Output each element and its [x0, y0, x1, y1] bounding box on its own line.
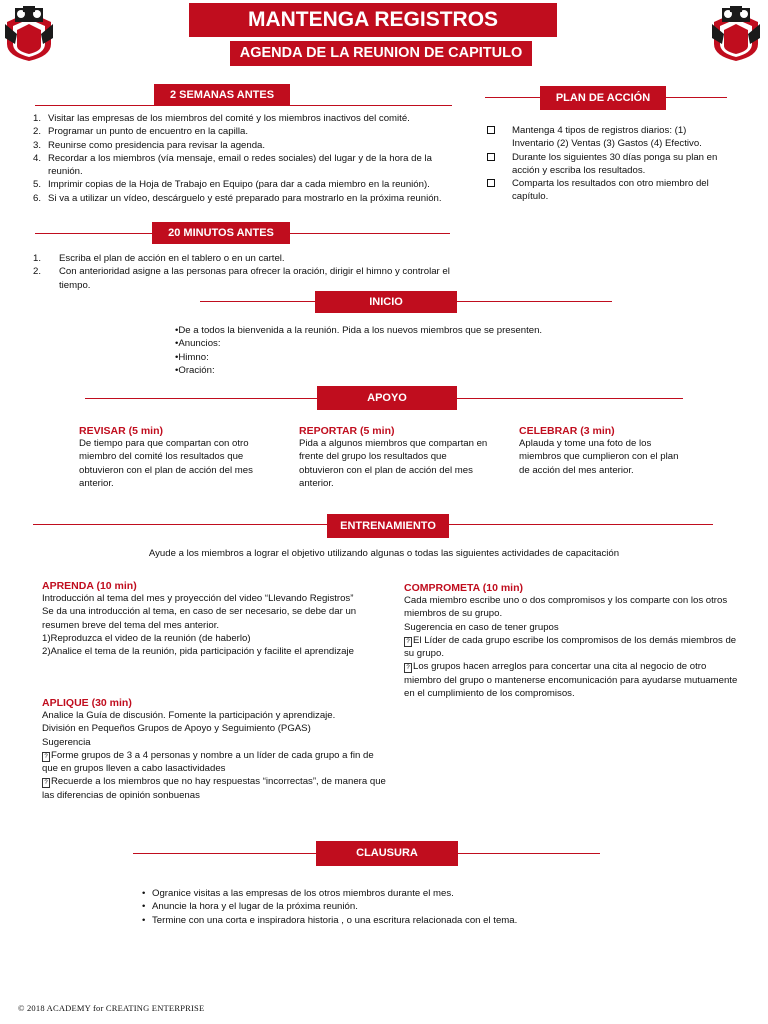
list-item: 4. Recordar a los miembros (vía mensaje, email o redes sociales) del lugar y de la hora de la reunión. — [33, 152, 432, 178]
list-item: •Anuncios: — [175, 338, 221, 350]
section-body: Aplauda y tome una foto de los miembros que cumplieron con el plan de acción del mes anterior. — [519, 438, 679, 476]
two-weeks-list — [33, 112, 453, 205]
section-heading: REVISAR (5 min) — [79, 425, 164, 437]
section-heading: COMPROMETA (10 min) — [404, 582, 524, 594]
inicio-list — [175, 324, 615, 377]
list-item: 2. Con anterioridad asigne a las personas para ofrecer la oración, dirigir el himno y controlar el tiempo. — [33, 266, 450, 291]
missing-glyph-icon: ? — [404, 637, 412, 647]
list-item: •Oración: — [175, 364, 215, 376]
list-item: • Ogranice visitas a las empresas de los otros miembros durante el mes. — [142, 888, 454, 899]
apoyo-column-revisar — [79, 425, 279, 490]
section-label-two-weeks: 2 SEMANAS ANTES — [154, 84, 290, 106]
footer-copyright: © 2018 ACADEMY for CREATING ENTERPRISE — [18, 1003, 205, 1013]
list-item: Durante los siguientes 30 días ponga su plan en acción y escriba los resultados. — [487, 151, 719, 178]
clausura-list — [142, 887, 622, 927]
list-item: 5. Imprimir copias de la Hoja de Trabajo en Equipo (para dar a cada miembro en la reunión). — [33, 179, 430, 191]
page-title: MANTENGA REGISTROS — [189, 3, 557, 37]
list-item: Comparta los resultados con otro miembro del capítulo. — [487, 177, 719, 204]
list-item: ? Forme grupos de 3 a 4 personas y nombre a un líder de cada grupo a fin de que en grupos lleven a cabo lasactividades — [42, 749, 374, 775]
section-body: De tiempo para que compartan con otro miembro del comité los resultados que obtuvieron con el plan de acción del mes anterior. — [79, 438, 253, 489]
list-item: 3. Reunirse como presidencia para revisar la agenda. — [33, 139, 266, 151]
checkbox-icon — [487, 153, 495, 161]
list-item: •Himno: — [175, 351, 209, 363]
list-item: 6. Si va a utilizar un vídeo, descárguelo y esté preparado para mostrarlo en la próxima reunión. — [33, 192, 442, 204]
section-label-inicio: INICIO — [315, 291, 457, 313]
section-heading: REPORTAR (5 min) — [299, 425, 395, 437]
section-heading: APLIQUE (30 min) — [42, 697, 132, 709]
section-label-action-plan: PLAN DE ACCIÓN — [540, 86, 666, 110]
checkbox-icon — [487, 126, 495, 134]
list-item: 1. Escriba el plan de acción en el tablero o en un cartel. — [33, 253, 285, 264]
list-item: •De a todos la bienvenida a la reunión. Pida a los nuevos miembros que se presenten. — [175, 325, 543, 336]
academy-logo-icon — [710, 4, 762, 62]
section-heading: CELEBRAR (3 min) — [519, 425, 615, 437]
missing-glyph-icon: ? — [404, 663, 412, 673]
list-item: 2. Programar un punto de encuentro en la capilla. — [33, 126, 248, 138]
missing-glyph-icon: ? — [42, 778, 50, 788]
page-subtitle: AGENDA DE LA REUNION DE CAPITULO — [230, 41, 532, 66]
list-item: ? El Líder de cada grupo escribe los compromisos de los demás miembros de su grupo. — [404, 634, 737, 660]
missing-glyph-icon: ? — [42, 752, 50, 762]
training-intro: Ayude a los miembros a lograr el objetivo utilizando algunas o todas las siguientes actividades de capacitación — [148, 548, 620, 559]
list-item: Mantenga 4 tipos de registros diarios: (1) Inventario (2) Ventas (3) Gastos (4) Efectivo. — [487, 124, 719, 151]
checkbox-icon — [487, 179, 495, 187]
academy-logo-icon — [3, 4, 55, 62]
section-body: Pida a algunos miembros que compartan en frente del grupo los resultados que obtuvieron con el plan de acción del mes anterior. — [299, 438, 488, 489]
section-body: Introducción al tema del mes y proyección del video “Llevando Registros” Se da una introducción al tema, en caso de ser necesario, se debe dar un resumen breve del tema del mes anterior. 1)Reproduzca el video de la reunión (de haberlo) 2)Analice el tema de la reunión, pida participación y facilite el aprendizaje — [42, 593, 357, 658]
apoyo-column-celebrar — [519, 425, 689, 477]
section-body: Analice la Guía de discusión. Fomente la participación y aprendizaje. División en Pequeños Grupos de Apoyo y Seguimiento (PGAS) Sugerencia ? Forme grupos de 3 a 4 personas y nombre a un líder de cada grupo a fin de que en grupos lleven a cabo lasactividades ? Recuerde a los miembros que no hay respuestas “incorrectas”, de manera que las diferencias de opinión sonbuenas — [42, 710, 386, 801]
list-item: • Anuncie la hora y el lugar de la próxima reunión. — [142, 901, 358, 913]
list-item: 1. Visitar las empresas de los miembros del comité y los miembros inactivos del comité. — [33, 113, 410, 124]
section-label-apoyo: APOYO — [317, 386, 457, 410]
section-label-twenty-min: 20 MINUTOS ANTES — [152, 222, 290, 244]
list-item: ? Recuerde a los miembros que no hay respuestas “incorrectas”, de manera que las diferencias de opinión sonbuenas — [42, 776, 386, 801]
section-label-clausura: CLAUSURA — [316, 841, 458, 866]
twenty-min-list — [33, 252, 453, 292]
action-plan-list — [487, 124, 719, 204]
aplique-section — [42, 697, 387, 802]
section-label-entrenamiento: ENTRENAMIENTO — [327, 514, 449, 538]
list-item: • Termine con una corta e inspiradora historia , o una escritura relacionada con el tema. — [142, 914, 518, 926]
aprenda-section — [42, 580, 387, 658]
comprometa-section — [404, 582, 744, 700]
apoyo-column-reportar — [299, 425, 494, 490]
section-body: Cada miembro escribe uno o dos compromisos y los comparte con los otros miembros de su grupo. Sugerencia en caso de tener grupos ? El Líder de cada grupo escribe los compromisos de los demás miembros de su grupo. ? Los grupos hacen arreglos para concertar una cita al negocio de otro miembro del grupo o mantenerse encomunicación para ayudarse mutuamente en el cumplimiento de los compromisos. — [404, 594, 744, 700]
list-item: ? Los grupos hacen arreglos para concertar una cita al negocio de otro miembro del grupo o mantenerse encomunicación para ayudarse mutuamente en el cumplimiento de los compromisos. — [404, 661, 738, 700]
section-heading: APRENDA (10 min) — [42, 580, 137, 592]
